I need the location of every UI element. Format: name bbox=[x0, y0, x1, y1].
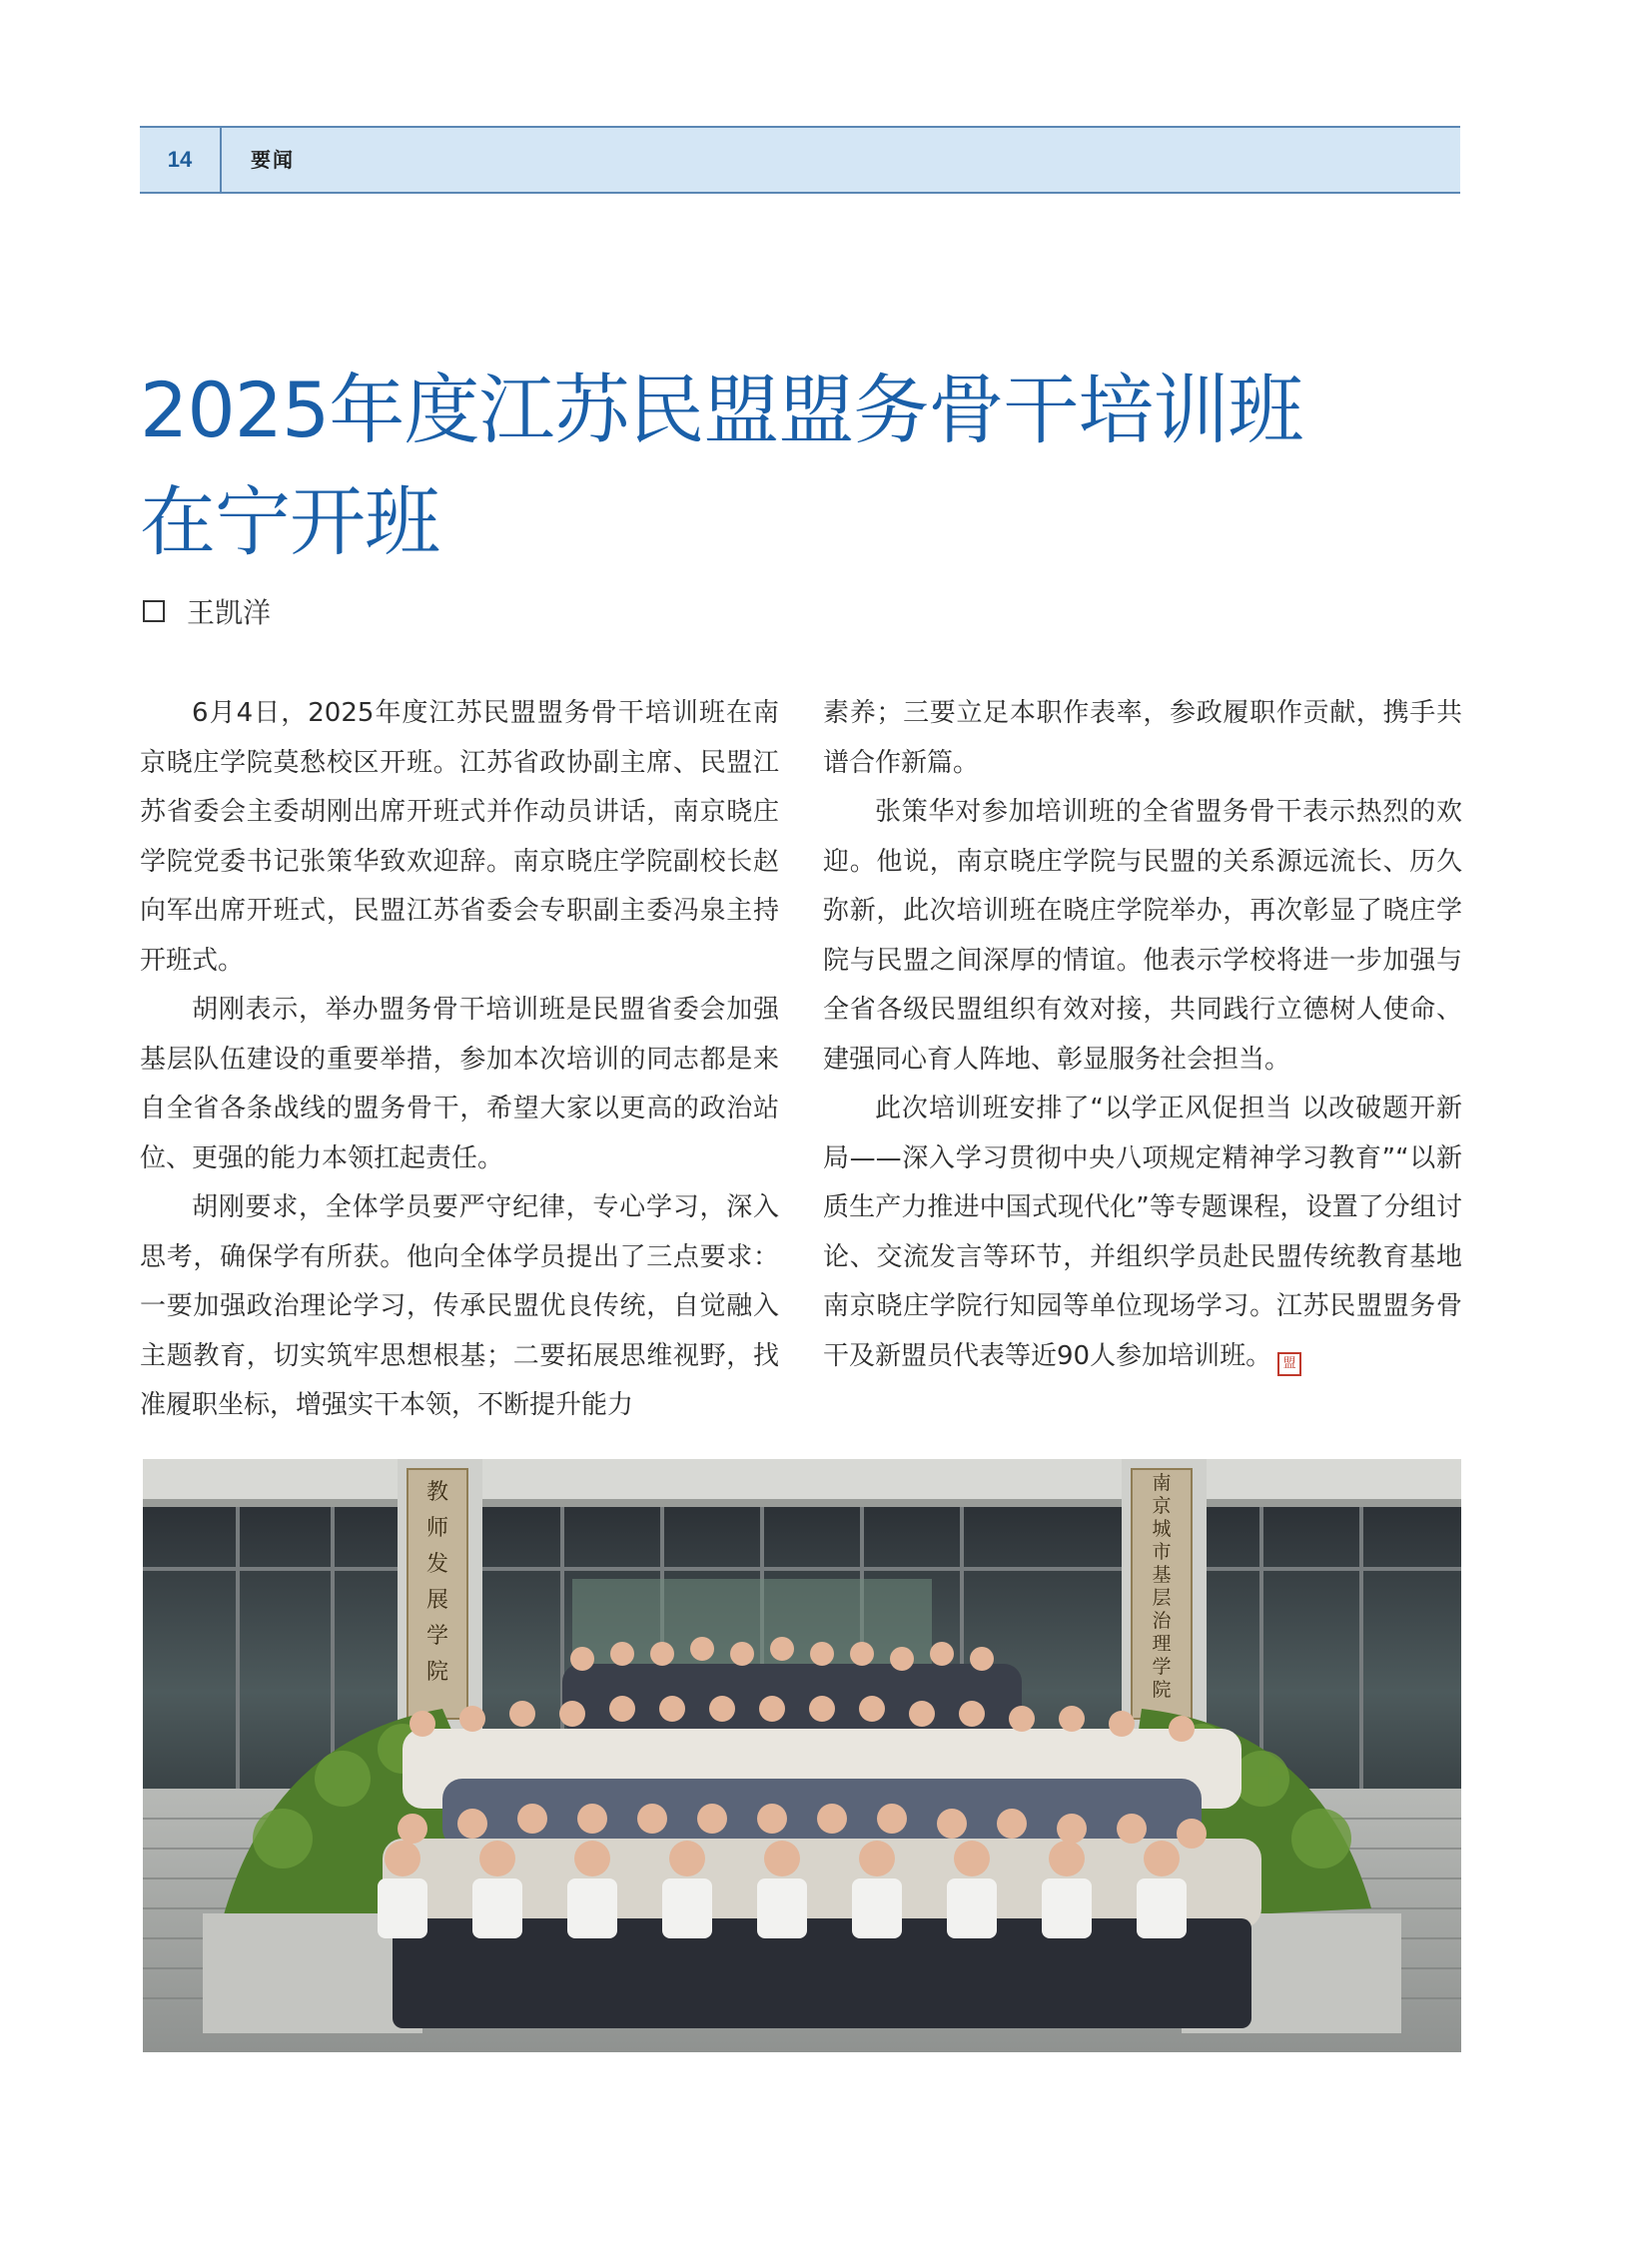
right-column bbox=[823, 689, 1462, 1381]
paragraph-continued: 素养；三要立足本职作表率，参政履职作贡献，携手共谱合作新篇。 bbox=[823, 698, 1462, 778]
end-mark-icon: 盟 bbox=[1277, 1352, 1301, 1376]
group-photo bbox=[143, 1459, 1461, 2052]
group-photo-illustration bbox=[143, 1459, 1461, 2052]
left-plaque-text: 教师发展学院 bbox=[425, 1480, 449, 1685]
byline bbox=[143, 591, 271, 631]
paragraph: 胡刚要求，全体学员要严守纪律，专心学习，深入思考，确保学有所获。他向全体学员提出了三点要求：一要加强政治理论学习，传承民盟优良传统，自觉融入主题教育，切实筑牢思想根基；二要拓展思维视野，找准履职坐标，增强实干本领，不断提升能力 bbox=[140, 1192, 779, 1420]
title-line-2: 在宁开班 bbox=[140, 477, 439, 566]
running-header bbox=[140, 126, 1460, 194]
paragraph-text: 此次培训班安排了“以学正风促担当 以改破题开新局——深入学习贯彻中央八项规定精神学习教育”“以新质生产力推进中国式现代化”等专题课程，设置了分组讨论、交流发言等环节，并组织学员赴民盟传统教育基地南京晓庄学院行知园等单位现场学习。江苏民盟盟务骨干及新盟员代表等近90人参加培训班。 bbox=[823, 1094, 1462, 1371]
section-name: 要闻 bbox=[251, 148, 295, 172]
article-title bbox=[140, 355, 1438, 578]
paragraph: 胡刚表示，举办盟务骨干培训班是民盟省委会加强基层队伍建设的重要举措，参加本次培训的同志都是来自全省各条战线的盟务骨干，希望大家以更高的政治站位、更强的能力本领扛起责任。 bbox=[140, 995, 779, 1173]
left-column bbox=[140, 689, 779, 1431]
author-name: 王凯洋 bbox=[187, 596, 272, 629]
paragraph: 6月4日，2025年度江苏民盟盟务骨干培训班在南京晓庄学院莫愁校区开班。江苏省政协副主席、民盟江苏省委会主委胡刚出席开班式并作动员讲话，南京晓庄学院党委书记张策华致欢迎辞。南京晓庄学院副校长赵向军出席开班式，民盟江苏省委会专职副主委冯泉主持开班式。 bbox=[140, 698, 779, 976]
right-plaque-text: 南京城市基层治理学院 bbox=[1152, 1472, 1172, 1701]
page-number: 14 bbox=[140, 128, 222, 192]
paragraph-last bbox=[823, 1085, 1462, 1381]
byline-square-icon bbox=[143, 600, 165, 622]
paragraph: 张策华对参加培训班的全省盟务骨干表示热烈的欢迎。他说，南京晓庄学院与民盟的关系源远流长、历久弥新，此次培训班在晓庄学院举办，再次彰显了晓庄学院与民盟之间深厚的情谊。他表示学校将进一步加强与全省各级民盟组织有效对接，共同践行立德树人使命、建强同心育人阵地、彰显服务社会担当。 bbox=[823, 797, 1462, 1075]
title-line-1: 2025年度江苏民盟盟务骨干培训班 bbox=[140, 366, 1303, 454]
